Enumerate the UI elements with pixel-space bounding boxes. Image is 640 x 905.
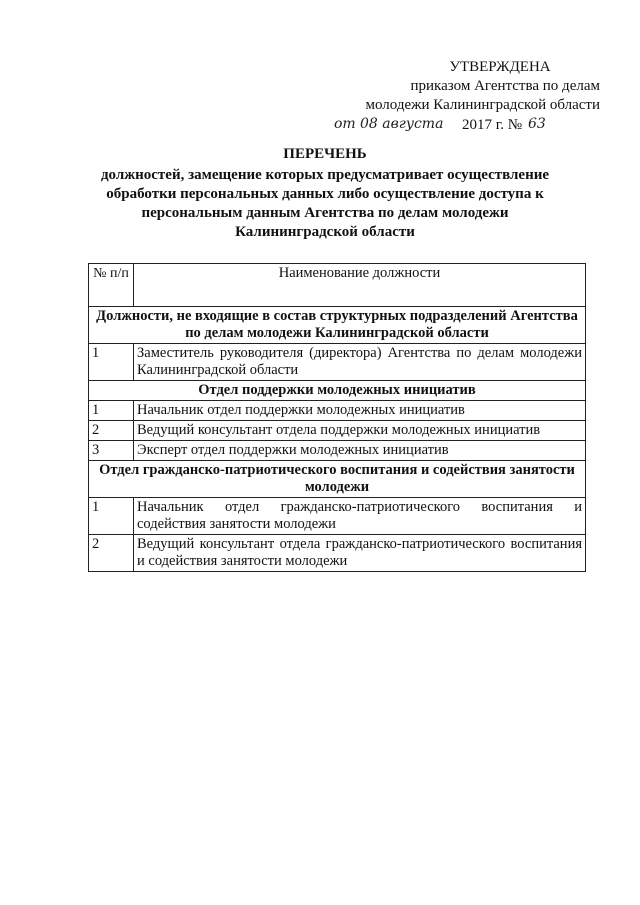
handwritten-number: 63 — [528, 116, 546, 132]
table-row — [89, 421, 586, 441]
approval-year: 2017 г. № — [462, 117, 523, 133]
row-num: 2 — [89, 535, 134, 572]
document-title — [80, 145, 570, 242]
section-row — [89, 307, 586, 344]
header-num: № п/п — [89, 264, 134, 307]
table-header-row — [89, 264, 586, 307]
table-row — [89, 401, 586, 421]
table-row — [89, 498, 586, 535]
section-row — [89, 461, 586, 498]
section-title: Должности, не входящие в состав структурных подразделений Агентства по делам молодежи Калининградской области — [89, 307, 586, 344]
positions-table — [88, 263, 586, 572]
approval-stamp — [330, 58, 600, 137]
row-num: 1 — [89, 401, 134, 421]
approval-date-line — [330, 115, 600, 137]
table-row — [89, 441, 586, 461]
row-name: Заместитель руководителя (директора) Агентства по делам молодежи Калининградской области — [134, 344, 586, 381]
row-num: 1 — [89, 344, 134, 381]
row-num: 2 — [89, 421, 134, 441]
approval-agency-line: молодежи Калининградской области — [365, 97, 600, 113]
row-name: Эксперт отдел поддержки молодежных инициатив — [134, 441, 586, 461]
row-name: Ведущий консультант отдела поддержки молодежных инициатив — [134, 421, 586, 441]
handwritten-ot: от — [334, 116, 356, 132]
document-subtitle: должностей, замещение которых предусматривает осуществление обработки персональных данных либо осуществление доступа к персональным данным Агентства по делам молодежи Калининградской области — [100, 167, 550, 240]
approval-order-line: приказом Агентства по делам — [410, 78, 600, 94]
section-title: Отдел поддержки молодежных инициатив — [89, 381, 586, 401]
section-title: Отдел гражданско-патриотического воспитания и содействия занятости молодежи — [89, 461, 586, 498]
approval-title: УТВЕРЖДЕНА — [449, 59, 551, 75]
table-row — [89, 535, 586, 572]
section-row — [89, 381, 586, 401]
table-row — [89, 344, 586, 381]
row-num: 3 — [89, 441, 134, 461]
row-name: Начальник отдел поддержки молодежных инициатив — [134, 401, 586, 421]
header-name: Наименование должности — [134, 264, 586, 307]
row-name: Ведущий консультант отдела гражданско-патриотического воспитания и содействия занятости молодежи — [134, 535, 586, 572]
row-name: Начальник отдел гражданско-патриотического воспитания и содействия занятости молодежи — [134, 498, 586, 535]
handwritten-date: 08 августа — [360, 116, 444, 132]
row-num: 1 — [89, 498, 134, 535]
document-heading: ПЕРЕЧЕНЬ — [283, 146, 367, 162]
